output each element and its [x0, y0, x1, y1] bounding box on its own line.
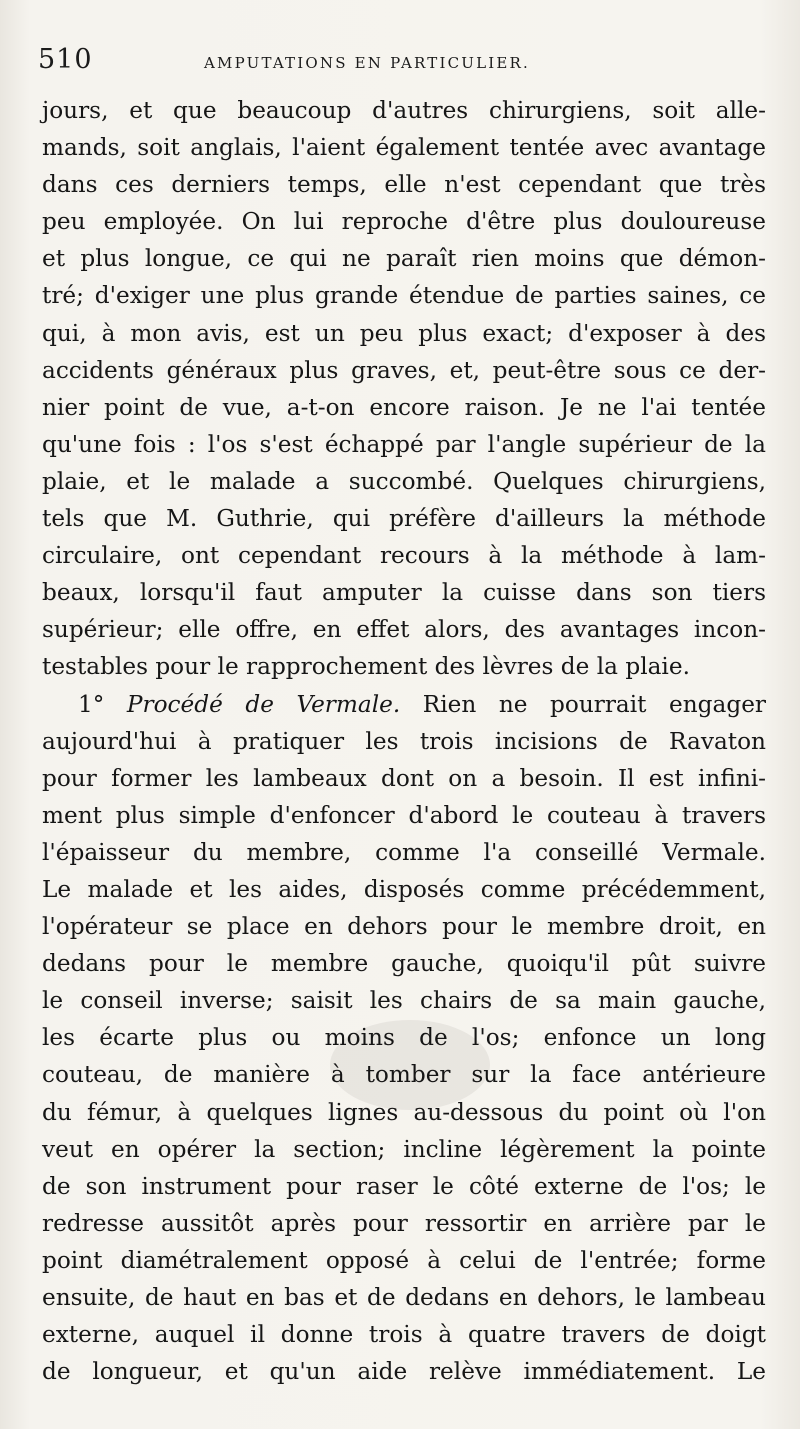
section-first-line: Rien ne pourrait engager	[422, 690, 766, 718]
text-line: nier point de vue, a-t-on encore raison. Je ne l'ai tentée	[42, 393, 766, 421]
text-line: tré; d'exiger une plus grande étendue de parties saines, ce	[42, 282, 766, 310]
text-line: plaie, et le malade a succombé. Quelques chirurgiens,	[42, 467, 766, 495]
text-line: beaux, lorsqu'il faut amputer la cuisse dans son tiers	[42, 579, 766, 607]
body-text	[42, 92, 766, 1390]
text-line: peu employée. On lui reproche d'être plus douloureuse	[42, 208, 766, 236]
text-line: circulaire, ont cependant recours à la méthode à lam-	[42, 542, 766, 570]
text-line: testables pour le rapprochement des lèvres de la plaie.	[42, 653, 690, 681]
section-heading-line	[42, 686, 766, 723]
text-line: veut en opérer la section; incline légèrement la pointe	[42, 1135, 766, 1163]
text-line: dans ces derniers temps, elle n'est cependant que très	[42, 171, 766, 199]
text-line: redresse aussitôt après pour ressortir en arrière par le	[42, 1209, 766, 1237]
text-line: qui, à mon avis, est un peu plus exact; d'exposer à des	[42, 319, 766, 347]
text-line: pour former les lambeaux dont on a besoin. Il est infini-	[42, 764, 766, 792]
text-line: du fémur, à quelques lignes au-dessous du point où l'on	[42, 1098, 766, 1126]
text-line: mands, soit anglais, l'aient également tentée avec avantage	[42, 134, 766, 162]
text-line: jours, et que beaucoup d'autres chirurgiens, soit alle-	[42, 97, 766, 124]
text-line: et plus longue, ce qui ne paraît rien moins que démon-	[42, 245, 766, 273]
section-heading: Procédé de Vermale.	[126, 690, 401, 718]
text-line: qu'une fois : l'os s'est échappé par l'angle supérieur de la	[42, 430, 766, 458]
running-head: AMPUTATIONS EN PARTICULIER.	[204, 54, 531, 72]
text-line: externe, auquel il donne trois à quatre travers de doigt	[42, 1321, 766, 1349]
text-line: tels que M. Guthrie, qui préfère d'ailleurs la méthode	[42, 505, 766, 533]
text-line: les écarte plus ou moins de l'os; enfonce un long	[42, 1024, 766, 1052]
text-line: dedans pour le membre gauche, quoiqu'il pût suivre	[42, 950, 766, 978]
text-line: l'opérateur se place en dehors pour le membre droit, en	[42, 913, 766, 941]
text-line: de longueur, et qu'un aide relève immédiatement. Le	[42, 1358, 766, 1386]
text-line: le conseil inverse; saisit les chairs de sa main gauche,	[42, 987, 766, 1015]
text-line: l'épaisseur du membre, comme l'a conseillé Vermale.	[42, 838, 766, 866]
text-line: couteau, de manière à tomber sur la face antérieure	[42, 1061, 766, 1089]
page-header	[38, 44, 760, 80]
text-line: ment plus simple d'enfoncer d'abord le couteau à travers	[42, 801, 766, 829]
text-line: accidents généraux plus graves, et, peut-être sous ce der-	[42, 356, 766, 384]
text-line: point diamétralement opposé à celui de l'entrée; forme	[42, 1246, 766, 1274]
page-number: 510	[38, 44, 93, 75]
text-line: de son instrument pour raser le côté externe de l'os; le	[42, 1172, 766, 1200]
text-line: supérieur; elle offre, en effet alors, des avantages incon-	[42, 616, 766, 644]
text-line: ensuite, de haut en bas et de dedans en dehors, le lambeau	[42, 1284, 766, 1311]
text-line: aujourd'hui à pratiquer les trois incisions de Ravaton	[42, 727, 766, 755]
text-line: Le malade et les aides, disposés comme précédemment,	[42, 875, 766, 903]
section-number: 1°	[78, 690, 105, 718]
